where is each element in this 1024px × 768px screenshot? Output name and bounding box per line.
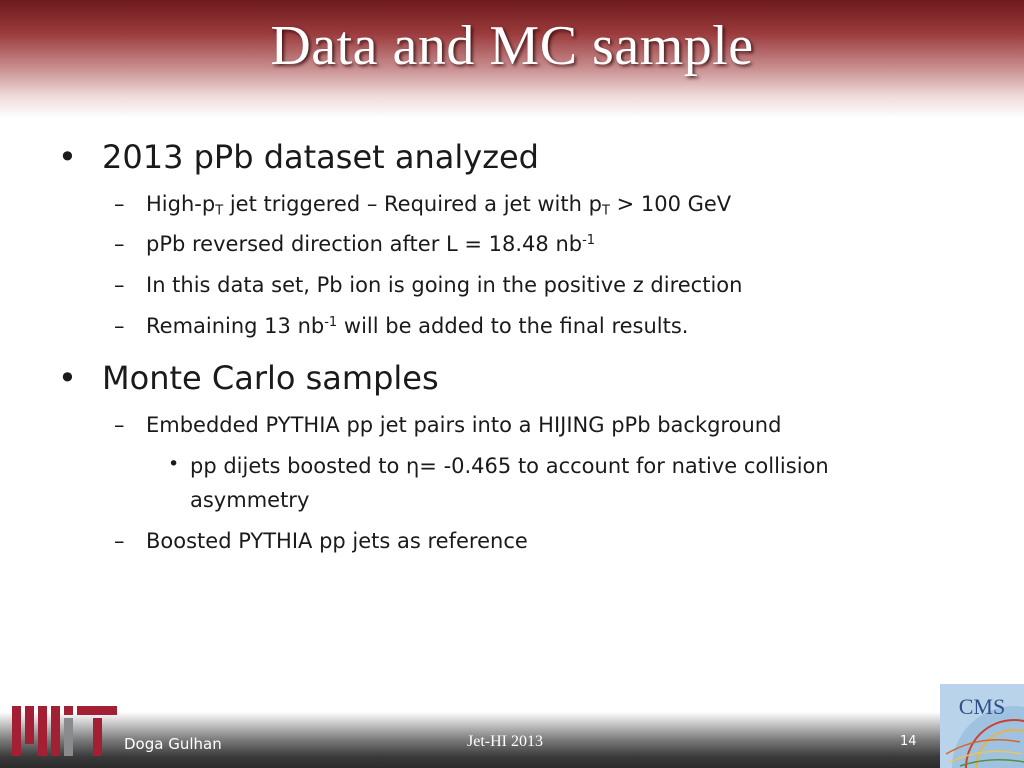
subitem-text-part: High-p [146, 192, 216, 216]
footer-author: Doga Gulhan [124, 735, 222, 753]
footer-event: Jet-HI 2013 [467, 733, 543, 750]
bullet-icon: • [58, 359, 77, 397]
superscript: -1 [582, 232, 596, 248]
subitem-text: Boosted PYTHIA pp jets as reference [146, 529, 528, 553]
subitem-remaining [114, 314, 689, 338]
subscript: T [215, 203, 224, 219]
subitem-text: Embedded PYTHIA pp jet pairs into a HIJING pPb background [146, 413, 782, 437]
bullet-text: 2013 pPb dataset analyzed [102, 138, 539, 176]
subitem-text: In this data set, Pb ion is going in the positive z direction [146, 273, 743, 297]
dash-icon: – [114, 273, 125, 297]
dash-icon: – [114, 413, 125, 437]
cms-logo [940, 684, 1024, 768]
subitem-reversed [114, 232, 596, 256]
subsubitem-text-line1: pp dijets boosted to η= -0.465 to account for native collision [190, 454, 829, 478]
svg-text:CMS: CMS [958, 694, 1006, 719]
subsubitem-text-line2: asymmetry [190, 488, 310, 512]
subitem-trigger [114, 192, 732, 219]
dash-icon: – [114, 529, 125, 553]
footer-page-number: 14 [900, 734, 917, 749]
page-title: Data and MC sample [270, 15, 754, 77]
subsubitem-boost-continued [190, 488, 309, 512]
subitem-text-part: Remaining 13 nb [146, 314, 325, 338]
dash-icon: – [114, 192, 125, 216]
subitem-direction [114, 273, 743, 297]
superscript: -1 [324, 314, 338, 330]
subitem-text-part: pPb reversed direction after L = 18.48 nb [146, 232, 583, 256]
mit-logo [10, 702, 120, 758]
subitem-reference [114, 529, 528, 553]
subitem-text-part: > 100 GeV [609, 192, 732, 216]
sub-bullet-icon: • [168, 453, 180, 475]
bullet-dataset [58, 138, 539, 176]
bullet-monte-carlo [58, 359, 439, 397]
dash-icon: – [114, 232, 125, 256]
subscript: T [601, 203, 610, 219]
dash-icon: – [114, 314, 125, 338]
bullet-text: Monte Carlo samples [102, 359, 439, 397]
subitem-text-part: will be added to the final results. [337, 314, 689, 338]
subitem-embedded [114, 413, 782, 437]
subsubitem-boost [168, 453, 829, 478]
subitem-text-part: jet triggered – Required a jet with p [223, 192, 602, 216]
bullet-icon: • [58, 138, 77, 176]
